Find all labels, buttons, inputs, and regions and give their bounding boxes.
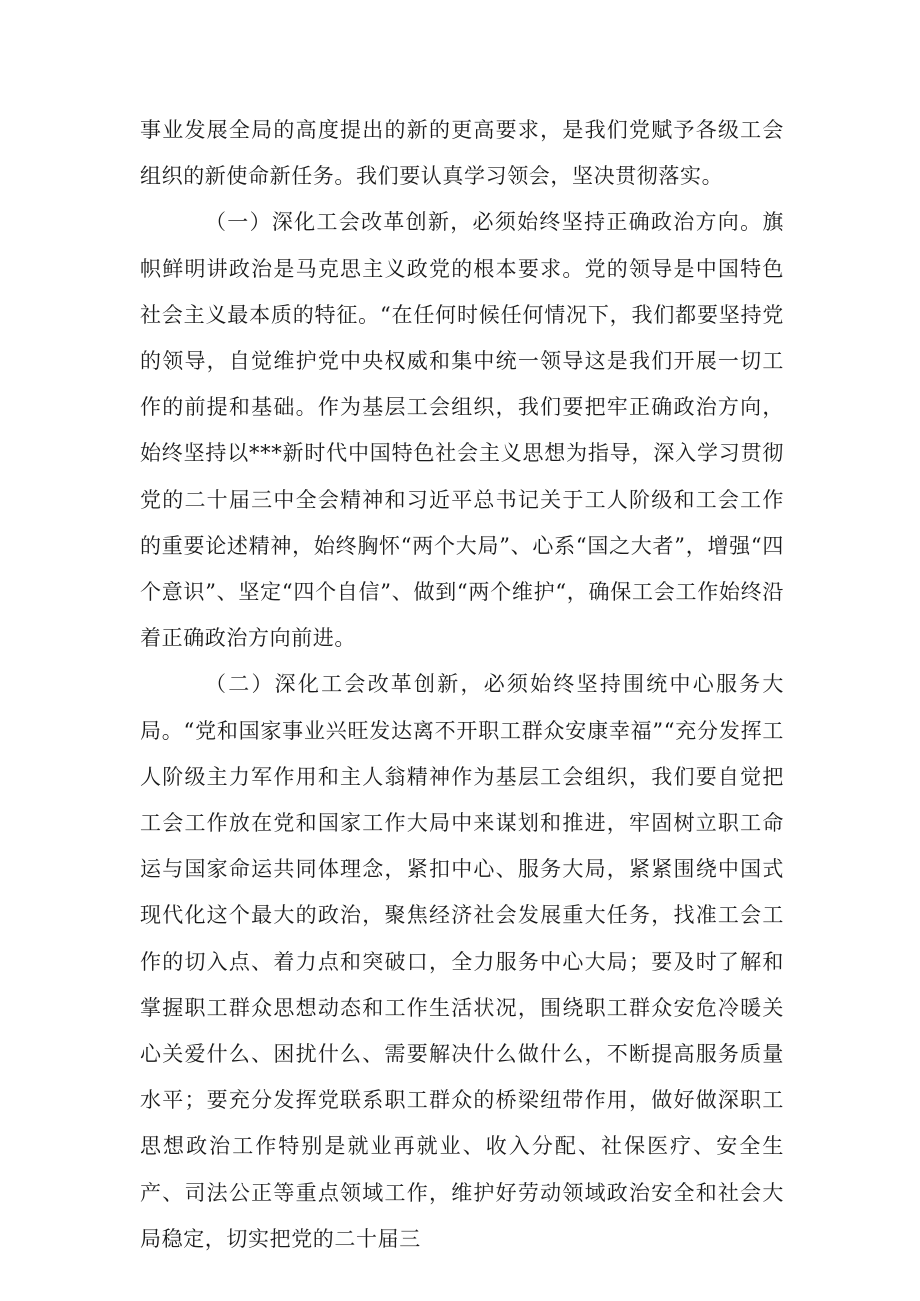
paragraph-section-two: （二）深化工会改革创新，必须始终坚持围统中心服务大局。“党和国家事业兴旺发达离不开职工群众安康幸福”“充分发挥工人阶级主力军作用和主人翁精神作为基层工会组织，我们要自觉把工会工作放在党和国家工作大局中来谋划和推进，牢固树立职工命运与国家命运共同体理念，紧扣中心、服务大局，紧紧围绕中国式现代化这个最大的政治，聚焦经济社会发展重大任务，找准工会工作的切入点、着力点和突破口，全力服务中心大局；要及时了解和掌握职工群众思想动态和工作生活状况，围绕职工群众安危冷暖关心关爱什么、困扰什么、需要解决什么做什么，不断提高服务质量水平；要充分发挥党联系职工群众的桥梁纽带作用，做好做深职工思想政治工作特别是就业再就业、收入分配、社保医疗、安全生产、司法公正等重点领域工作，维护好劳动领域政治安全和社会大局稳定，切实把党的二十届三 xyxy=(140,672,784,1251)
paragraph-continuation: 事业发展全局的高度提出的新的更高要求，是我们党赋予各级工会组织的新使命新任务。我们要认真学习领会，坚决贯彻落实。 xyxy=(140,118,784,189)
document-body xyxy=(140,107,784,1262)
paragraph-section-one: （一）深化工会改革创新，必须始终坚持正确政治方向。旗帜鲜明讲政治是马克思主义政党的根本要求。党的领导是中国特色社会主义最本质的特征。“在任何时候任何情况下，我们都要坚持党的领导，自觉维护党中央权威和集中统一领导这是我们开展一切工作的前提和基础。作为基层工会组织，我们要把牢正确政治方向，始终坚持以***新时代中国特色社会主义思想为指导，深入学习贯彻党的二十届三中全会精神和习近平总书记关于工人阶级和工会工作的重要论述精神，始终胸怀“两个大局”、心系“国之大者”，增强“四个意识”、坚定“四个自信”、做到“两个维护“，确保工会工作始终沿着正确政治方向前进。 xyxy=(140,210,784,651)
